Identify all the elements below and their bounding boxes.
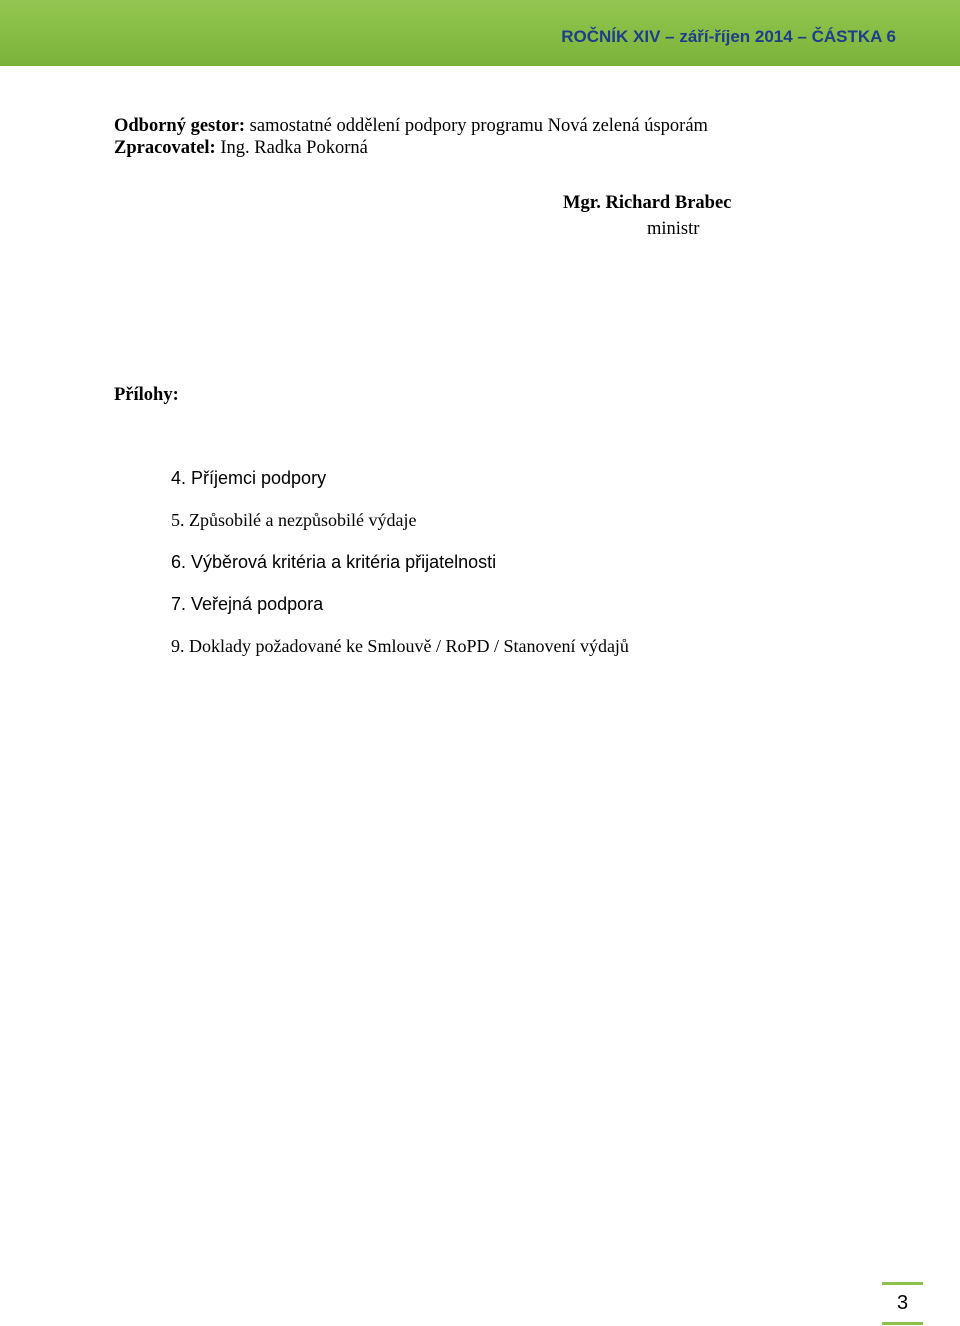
gestor-line [114,116,708,137]
page-number: 3 [882,1282,923,1325]
attachments-list [171,468,629,678]
processor-label: Zpracovatel: [114,138,216,158]
signatory-title: ministr [647,219,700,239]
processor-value: Ing. Radka Pokorná [220,138,368,158]
attachment-item: 9. Doklady požadované ke Smlouvě / RoPD / Stanovení výdajů [171,636,629,656]
attachment-item: 7. Veřejná podpora [171,594,324,614]
gestor-value: samostatné oddělení podpory programu Nová zelená úsporám [249,116,708,136]
processor-line [114,138,368,159]
attachment-item: 6. Výběrová kritéria a kritéria přijatelnosti [171,552,497,572]
signatory-name: Mgr. Richard Brabec [563,193,732,213]
attachments-heading: Přílohy: [114,385,179,405]
attachment-item: 5. Způsobilé a nezpůsobilé výdaje [171,510,417,530]
gestor-label: Odborný gestor: [114,116,246,136]
header-issue-info: ROČNÍK XIV – září-říjen 2014 – ČÁSTKA 6 [561,27,896,46]
attachment-item: 4. Příjemci podpory [171,468,327,488]
